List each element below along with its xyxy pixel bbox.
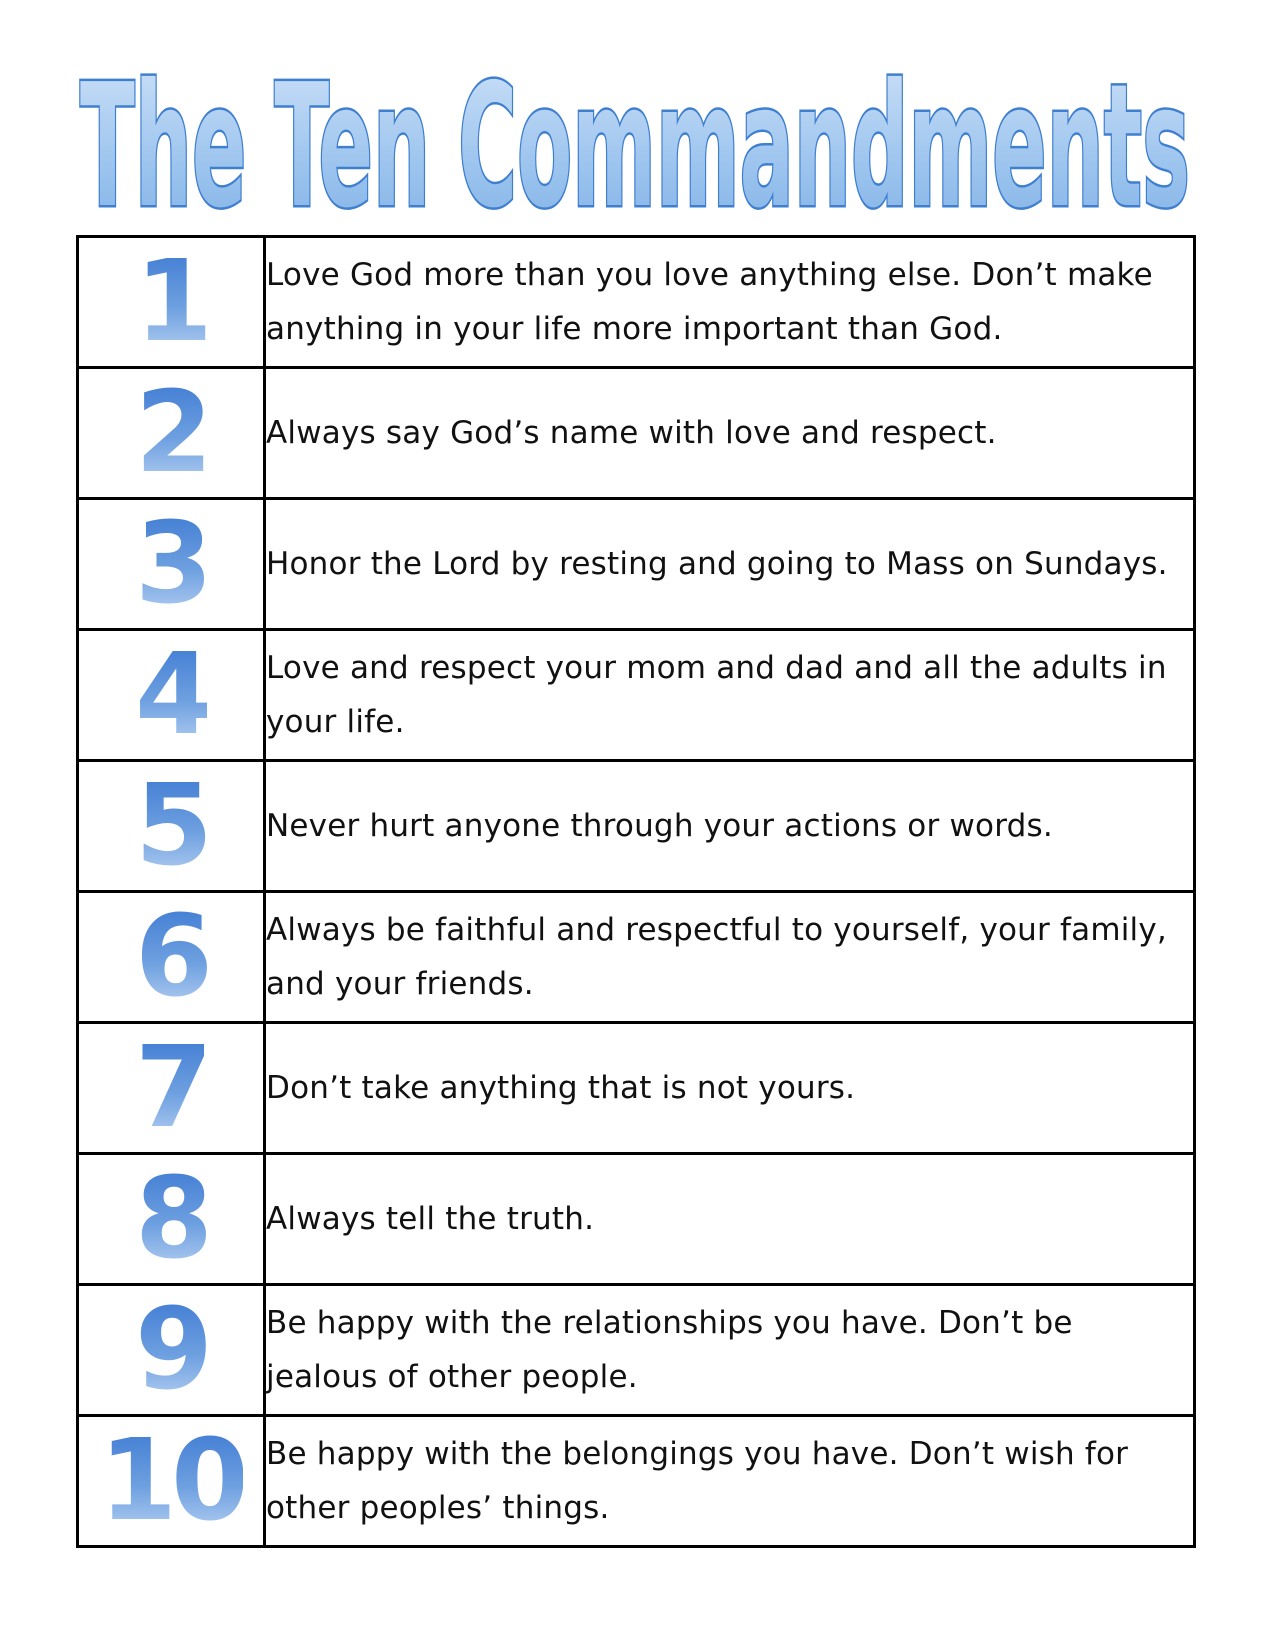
commandment-number-cell — [78, 237, 265, 368]
commandment-number: 7 — [135, 1023, 207, 1153]
commandment-row — [78, 368, 1195, 499]
commandment-text: Honor the Lord by resting and going to Mass on Sundays. — [266, 546, 1168, 582]
commandment-number: 1 — [135, 237, 207, 367]
commandment-text: Be happy with the relationships you have. Don’t be jealous of other people. — [266, 1305, 1073, 1395]
commandment-number: 6 — [135, 892, 207, 1022]
commandment-text: Always tell the truth. — [266, 1201, 595, 1237]
commandment-number: 4 — [135, 630, 207, 760]
commandment-row — [78, 892, 1195, 1023]
commandment-text: Be happy with the belongings you have. Don’t wish for other peoples’ things. — [266, 1436, 1129, 1526]
commandment-row — [78, 1154, 1195, 1285]
commandment-text-cell — [265, 499, 1195, 630]
commandment-text-cell — [265, 1154, 1195, 1285]
commandment-number-cell — [78, 1416, 265, 1547]
page-title — [60, 40, 1210, 240]
commandment-row — [78, 630, 1195, 761]
commandment-row — [78, 499, 1195, 630]
commandment-number-cell — [78, 1285, 265, 1416]
commandment-number-cell — [78, 630, 265, 761]
commandment-text: Don’t take anything that is not yours. — [266, 1070, 856, 1106]
commandment-text-cell — [265, 1285, 1195, 1416]
commandment-row — [78, 1023, 1195, 1154]
commandment-number: 10 — [99, 1416, 243, 1546]
commandment-number-cell — [78, 761, 265, 892]
commandment-number: 9 — [135, 1285, 207, 1415]
commandment-row — [78, 1285, 1195, 1416]
page-title-text: The Ten Commandments — [80, 48, 1190, 240]
commandment-number-cell — [78, 1154, 265, 1285]
commandment-row — [78, 761, 1195, 892]
commandment-number: 3 — [135, 499, 207, 629]
commandment-text-cell — [265, 892, 1195, 1023]
commandment-text: Love and respect your mom and dad and all the adults in your life. — [266, 650, 1167, 740]
commandment-text: Love God more than you love anything else. Don’t make anything in your life more important than God. — [266, 257, 1153, 347]
commandment-text: Always be faithful and respectful to yourself, your family, and your friends. — [266, 912, 1167, 1002]
commandment-number-cell — [78, 1023, 265, 1154]
commandment-text-cell — [265, 761, 1195, 892]
commandment-number: 8 — [135, 1154, 207, 1284]
commandment-number: 5 — [135, 761, 207, 891]
commandment-number-cell — [78, 892, 265, 1023]
commandment-text-cell — [265, 1416, 1195, 1547]
commandment-text: Always say God’s name with love and respect. — [266, 415, 997, 451]
commandment-row — [78, 237, 1195, 368]
commandment-text: Never hurt anyone through your actions or words. — [266, 808, 1053, 844]
commandment-number: 2 — [135, 368, 207, 498]
commandment-text-cell — [265, 237, 1195, 368]
commandment-text-cell — [265, 630, 1195, 761]
commandments-table-body — [78, 237, 1195, 1547]
commandment-number-cell — [78, 368, 265, 499]
commandment-number-cell — [78, 499, 265, 630]
commandment-text-cell — [265, 1023, 1195, 1154]
page-title-graphic — [60, 40, 1210, 240]
commandment-text-cell — [265, 368, 1195, 499]
commandments-table — [76, 235, 1196, 1548]
commandment-row — [78, 1416, 1195, 1547]
